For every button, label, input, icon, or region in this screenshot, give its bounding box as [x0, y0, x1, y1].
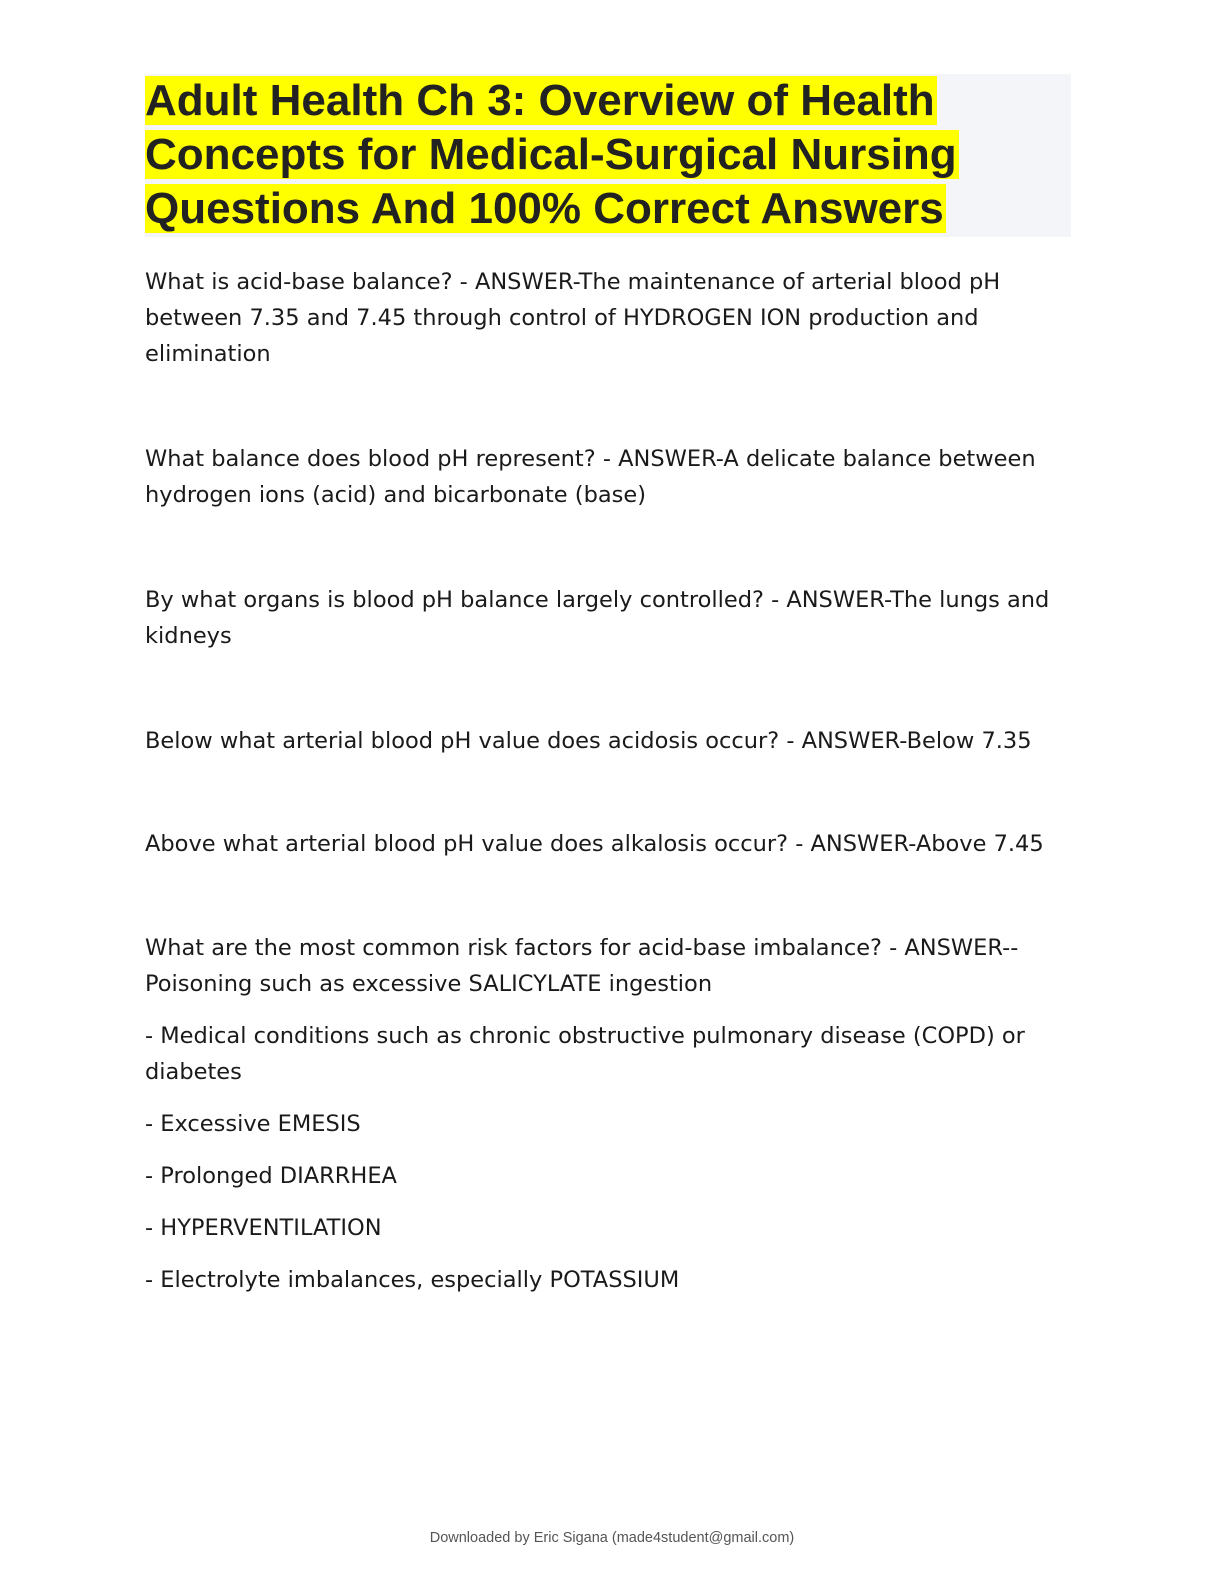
- risk-factor-item: - Electrolyte imbalances, especially POTASSIUM: [145, 1267, 680, 1293]
- qa-item-4: Below what arterial blood pH value does acidosis occur? - ANSWER-Below 7.35: [145, 728, 1032, 754]
- title-highlight: Adult Health Ch 3: Overview of Health Concepts for Medical-Surgical Nursing Questions And 100% Correct Answers: [145, 76, 957, 233]
- risk-factor-item: - Prolonged DIARRHEA: [145, 1163, 397, 1189]
- qa-item-3: By what organs is blood pH balance largely controlled? - ANSWER-The lungs and kidneys: [145, 587, 1057, 649]
- qa-item-5: Above what arterial blood pH value does alkalosis occur? - ANSWER-Above 7.45: [145, 831, 1044, 857]
- risk-factor-item: - Excessive EMESIS: [145, 1111, 361, 1137]
- qa-item-1: What is acid-base balance? - ANSWER-The maintenance of arterial blood pH between 7.35 and 7.45 through control of HYDROGEN ION production and elimination: [145, 269, 1008, 367]
- qa-item-6: What are the most common risk factors for acid-base imbalance? - ANSWER-- Poisoning such as excessive SALICYLATE ingestion: [145, 935, 1026, 997]
- download-footer: Downloaded by Eric Sigana (made4student@gmail.com): [429, 1530, 795, 1546]
- risk-factor-item: - Medical conditions such as chronic obstructive pulmonary disease (COPD) or diabetes: [145, 1023, 1025, 1085]
- risk-factor-item: - HYPERVENTILATION: [145, 1215, 382, 1241]
- title-block: [145, 74, 1071, 237]
- qa-item-2: What balance does blood pH represent? - ANSWER-A delicate balance between hydrogen ions (acid) and bicarbonate (base): [145, 446, 1043, 508]
- qa-content: [145, 264, 1055, 1298]
- document-title: [145, 74, 1071, 236]
